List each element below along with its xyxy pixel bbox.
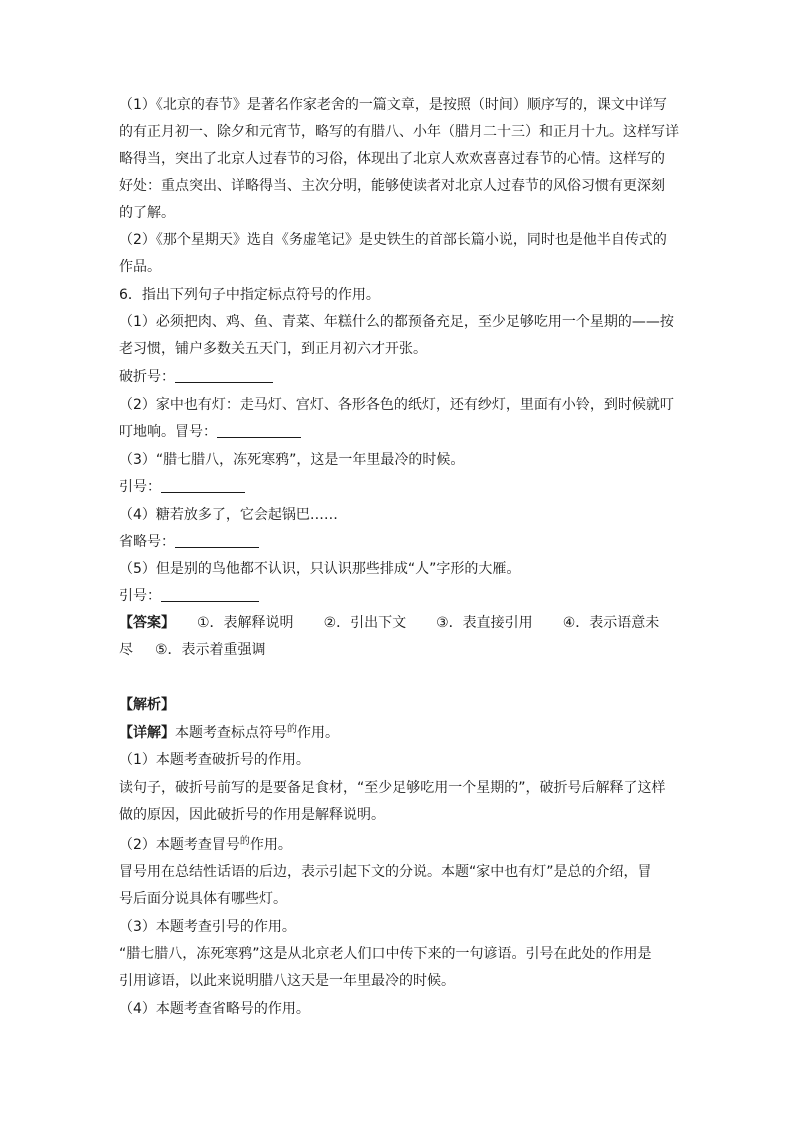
q5-line: （5）但是别的鸟他都不认识，只认识那些排成“人”字形的大雁。 xyxy=(119,561,521,577)
answer-cont: 尽 xyxy=(119,642,133,658)
answer-label: 【答案】 xyxy=(119,615,175,631)
q3-answer-row xyxy=(119,478,245,496)
answer-item-2: ②．引出下文 xyxy=(323,615,407,631)
q1-answer-blank[interactable] xyxy=(175,368,273,383)
q4-answer-label: 省略号： xyxy=(119,534,175,550)
answer-item-3: ③．表直接引用 xyxy=(436,615,533,631)
para1-line-4: 好处：重点突出、详略得当、主次分明，能够使读者对北京人过春节的风俗习惯有更深刻 xyxy=(119,178,665,194)
q1-answer-row xyxy=(119,368,273,386)
q1-line-2: 老习惯，铺户多数关五天门，到正月初六才开张。 xyxy=(119,341,427,357)
answer-item-1: ①．表解释说明 xyxy=(197,615,294,631)
q4-line: （4）糖若放多了，它会起锅巴…… xyxy=(119,507,338,523)
q2-line-2-row xyxy=(119,423,301,441)
s3-line-2: 引用谚语，以此来说明腊八这天是一年里最冷的时候。 xyxy=(119,973,455,989)
detail-sup: 的 xyxy=(287,724,297,735)
answer-row-2 xyxy=(119,641,266,659)
s2-title-row xyxy=(119,836,292,856)
detail-text-b: 作用。 xyxy=(297,725,339,741)
q2-line-1: （2）家中也有灯：走马灯、宫灯、各形各色的纸灯，还有纱灯，里面有小铃，到时候就叮 xyxy=(119,397,674,413)
q2-answer-blank[interactable] xyxy=(217,423,301,438)
q5-answer-label: 引号： xyxy=(119,588,161,604)
q2-line-2: 叮地响。冒号： xyxy=(119,424,217,440)
q5-answer-blank[interactable] xyxy=(161,587,259,602)
s2-sup: 的 xyxy=(239,836,250,847)
para1-line-1: （1）《北京的春节》是著名作家老舍的一篇文章，是按照（时间）顺序写的，课文中详写 xyxy=(119,97,667,113)
s2-title-b: 作用。 xyxy=(249,837,292,853)
s1-title: （1）本题考查破折号的作用。 xyxy=(119,752,310,768)
para1-line-3: 略得当，突出了北京人过春节的习俗，体现出了北京人欢欢喜喜过春节的心情。这样写的 xyxy=(119,151,665,167)
answer-item-5: ⑤．表示着重强调 xyxy=(155,642,266,658)
analysis-title: 【解析】 xyxy=(119,697,175,713)
detail-text-a: 本题考查标点符号 xyxy=(175,725,287,741)
q4-answer-blank[interactable] xyxy=(175,533,259,548)
s2-line-1: 冒号用在总结性话语的后边，表示引起下文的分说。本题“家中也有灯”是总的介绍，冒 xyxy=(119,864,652,880)
q4-answer-row xyxy=(119,533,259,551)
para1-line-2: 的有正月初一、除夕和元宵节，略写的有腊八、小年（腊月二十三）和正月十九。这样写详 xyxy=(119,124,679,140)
q3-answer-blank[interactable] xyxy=(161,478,245,493)
s2-line-2: 号后面分说具体有哪些灯。 xyxy=(119,891,287,907)
q1-line-1: （1）必须把肉、鸡、鱼、青菜、年糕什么的都预备充足，至少足够吃用一个星期的——按 xyxy=(119,314,674,330)
question-title: 6．指出下列句子中指定标点符号的作用。 xyxy=(119,287,380,303)
q5-answer-row xyxy=(119,587,259,605)
s3-title: （3）本题考查引号的作用。 xyxy=(119,919,296,935)
s3-line-1: “腊七腊八，冻死寒鸦”这是从北京老人们口中传下来的一句谚语。引号在此处的作用是 xyxy=(119,946,652,962)
s1-line-2: 做的原因，因此破折号的作用是解释说明。 xyxy=(119,807,385,823)
q1-answer-label: 破折号： xyxy=(119,369,175,385)
answer-row xyxy=(119,614,659,632)
s1-line-1: 读句子，破折号前写的是要备足食材，“至少足够吃用一个星期的”，破折号后解释了这样 xyxy=(119,780,666,796)
q3-line: （3）“腊七腊八，冻死寒鸦”，这是一年里最冷的时候。 xyxy=(119,452,465,468)
detail-row xyxy=(119,724,339,744)
detail-label: 【详解】 xyxy=(119,725,175,741)
para1-line-5: 的了解。 xyxy=(119,205,175,221)
s4-title: （4）本题考查省略号的作用。 xyxy=(119,1001,310,1017)
q3-answer-label: 引号： xyxy=(119,479,161,495)
para2-line-1: （2）《那个星期天》选自《务虚笔记》是史铁生的首部长篇小说，同时也是他半自传式的 xyxy=(119,232,667,248)
s2-title-a: （2）本题考查冒号 xyxy=(119,837,240,853)
answer-item-4: ④．表示语意未 xyxy=(562,615,660,631)
para2-line-2: 作品。 xyxy=(119,259,161,275)
